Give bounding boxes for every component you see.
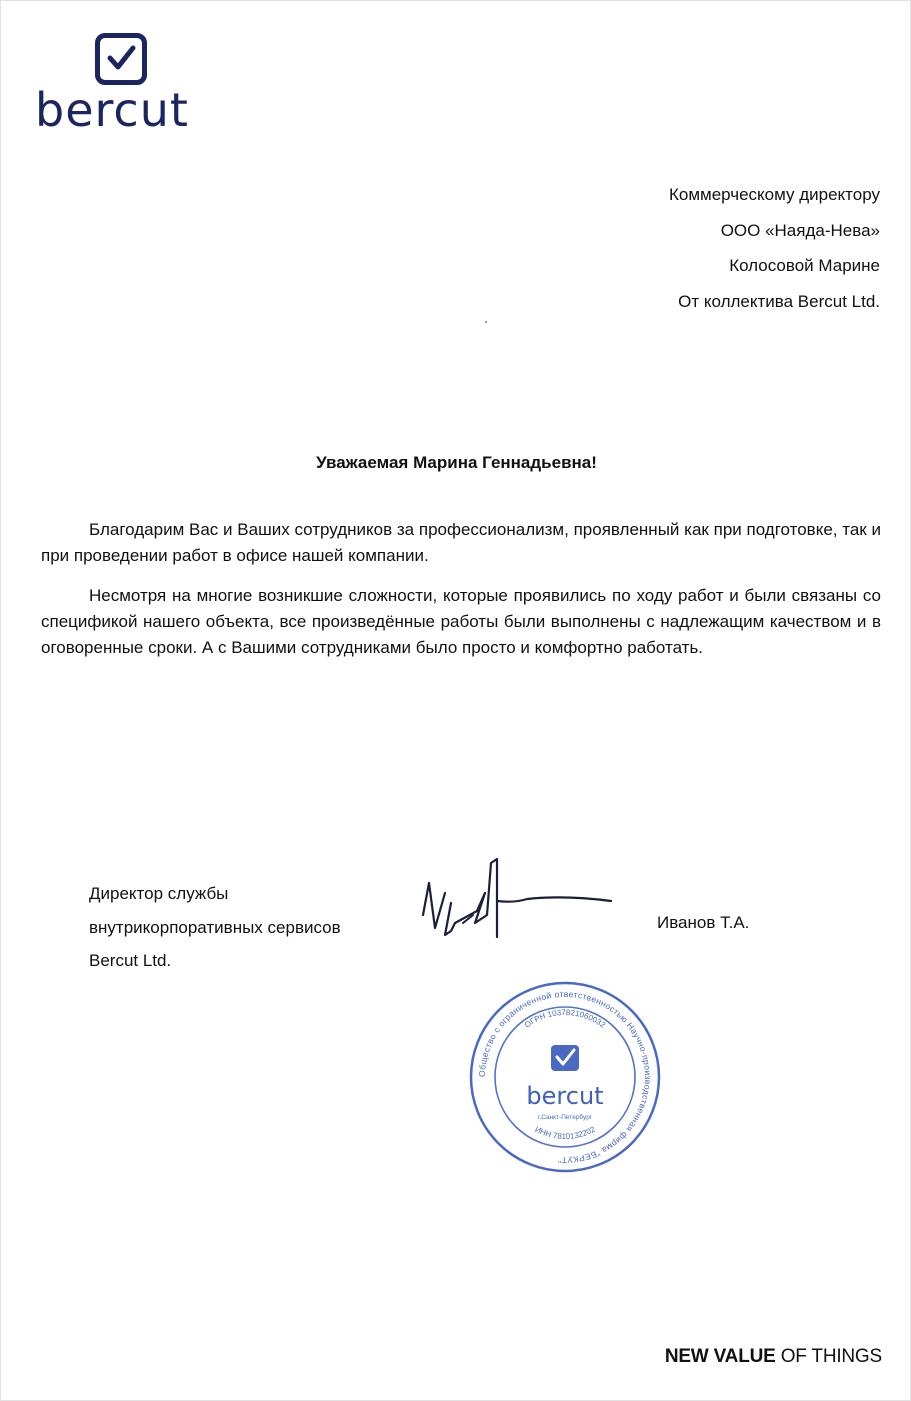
signer-title-line: внутрикорпоративных сервисов — [89, 917, 341, 937]
checkmark-box-icon — [95, 33, 147, 85]
logo-wordmark: bercut — [35, 83, 189, 137]
addressee-line: ООО «Наяда-Нева» — [720, 220, 880, 240]
stamp-city: г.Санкт-Петербург — [537, 1114, 593, 1121]
company-stamp — [467, 979, 663, 1175]
tagline-bold: NEW VALUE — [664, 1346, 776, 1367]
body-paragraph: Несмотря на многие возникшие сложности, которые проявились по ходу работ и были связаны со спецификой нашего объекта, все произведённые работы были выполнены с надлежащим качеством и в оговоренные сроки. А с Вашими сотрудниками было просто и комфортно работать. — [41, 586, 881, 657]
signer-title-line: Bercut Ltd. — [89, 951, 172, 970]
stamp-wordmark: bercut — [526, 1082, 604, 1110]
stamp-inn: ИНН 7810132202 — [533, 1124, 597, 1142]
stamp-outer-text: Общество с ограниченной ответственностью Научно-производственная фирма "БЕРКУТ" — [476, 988, 654, 1166]
stamp-logo-icon — [551, 1045, 579, 1071]
addressee-block — [669, 177, 880, 319]
stamp-ogrn: ОГРН 1037821060032 — [522, 1007, 608, 1030]
svg-text:ИНН 7810132202 — [533, 1124, 597, 1141]
handwritten-signature — [415, 853, 615, 948]
bercut-logo — [35, 33, 213, 137]
body-paragraph: Благодарим Вас и Ваших сотрудников за профессионализм, проявленный как при подготовке, так и при проведении работ в офисе нашей компании. — [41, 520, 881, 565]
tagline-rest: OF THINGS — [775, 1346, 882, 1367]
addressee-line: От коллектива Bercut Ltd. — [678, 291, 880, 311]
signer-name: Иванов Т.А. — [657, 913, 750, 932]
letter-body — [41, 517, 881, 675]
signer-title — [89, 877, 341, 978]
footer-tagline — [665, 1346, 882, 1368]
salutation: Уважаемая Марина Геннадьевна! — [316, 453, 597, 472]
addressee-line: Коммерческому директору — [668, 185, 880, 204]
addressee-line: Колосовой Марине — [729, 256, 880, 275]
signer-title-line: Директор службы — [89, 884, 229, 903]
scan-speck — [485, 321, 487, 323]
svg-text:ОГРН 1037821060032 — [523, 1008, 608, 1030]
